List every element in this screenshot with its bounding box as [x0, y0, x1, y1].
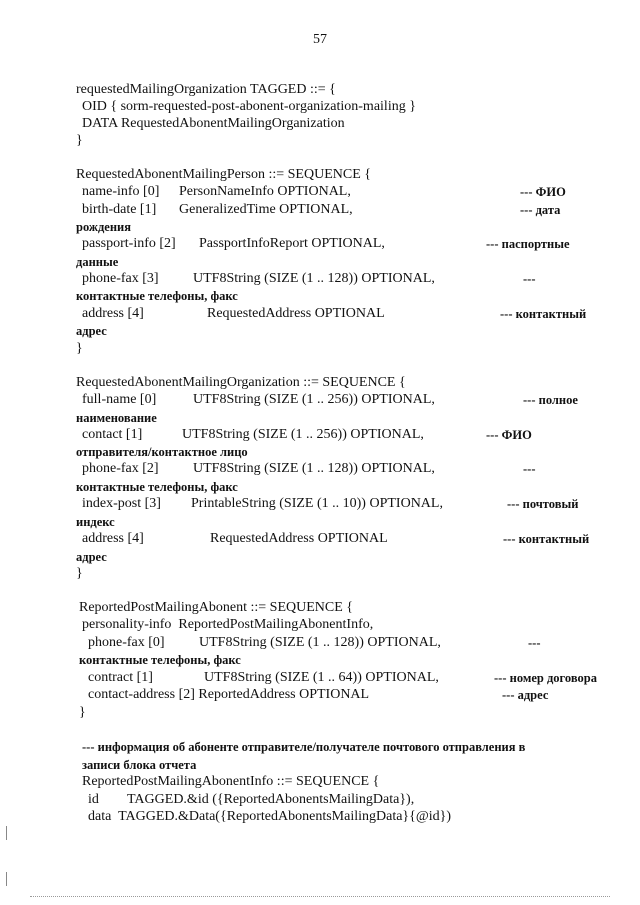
- comment-text: ---: [523, 272, 536, 286]
- code-text: contact [1]: [82, 427, 143, 442]
- code-text: id: [88, 792, 99, 807]
- code-text: address [4]: [82, 531, 144, 546]
- comment-text: данные: [76, 255, 119, 269]
- code-text: passport-info [2]: [82, 236, 176, 251]
- code-text: ReportedPostMailingAbonentInfo ::= SEQUENCE {: [82, 774, 380, 789]
- code-text: DATA RequestedAbonentMailingOrganization: [82, 116, 345, 131]
- page-number: 57: [313, 32, 327, 47]
- code-text: contact-address [2] ReportedAddress OPTIONAL: [88, 687, 370, 702]
- code-text: phone-fax [0]: [88, 635, 165, 650]
- code-text: contract [1]: [88, 670, 153, 685]
- comment-text: отправителя/контактное лицо: [76, 445, 248, 459]
- comment-text: контактные телефоны, факс: [79, 653, 241, 667]
- comment-text: --- ФИО: [486, 428, 532, 442]
- code-text: OID { sorm-requested-post-abonent-organization-mailing }: [82, 99, 416, 114]
- code-text: PersonNameInfo OPTIONAL,: [179, 184, 351, 199]
- margin-mark: [6, 872, 7, 886]
- code-text: }: [76, 133, 83, 148]
- code-text: }: [79, 705, 86, 720]
- code-text: full-name [0]: [82, 392, 157, 407]
- page-bottom-edge: [30, 896, 610, 897]
- code-text: UTF8String (SIZE (1 .. 128)) OPTIONAL,: [193, 271, 435, 286]
- code-text: data TAGGED.&Data({ReportedAbonentsMailingData}{@id}): [88, 809, 452, 824]
- margin-mark: [6, 826, 7, 840]
- comment-text: --- контактный: [503, 532, 590, 546]
- code-text: name-info [0]: [82, 184, 160, 199]
- comment-text: --- контактный: [500, 307, 587, 321]
- comment-text: --- дата: [520, 203, 561, 217]
- comment-text: индекс: [76, 515, 115, 529]
- comment-text: адрес: [76, 550, 107, 564]
- code-text: RequestedAbonentMailingOrganization ::= SEQUENCE {: [76, 375, 406, 390]
- comment-text: рождения: [76, 220, 131, 234]
- code-text: UTF8String (SIZE (1 .. 128)) OPTIONAL,: [199, 635, 441, 650]
- code-text: RequestedAddress OPTIONAL: [207, 306, 385, 321]
- code-text: }: [76, 341, 83, 356]
- code-text: UTF8String (SIZE (1 .. 256)) OPTIONAL,: [193, 392, 435, 407]
- comment-text: наименование: [76, 411, 157, 425]
- comment-text: --- адрес: [502, 688, 549, 702]
- comment-text: --- полное: [523, 393, 578, 407]
- code-text: UTF8String (SIZE (1 .. 128)) OPTIONAL,: [193, 461, 435, 476]
- code-text: personality-info ReportedPostMailingAbonentInfo,: [82, 617, 374, 632]
- code-text: phone-fax [3]: [82, 271, 159, 286]
- code-text: ReportedPostMailingAbonent ::= SEQUENCE {: [79, 600, 353, 615]
- code-text: RequestedAddress OPTIONAL: [210, 531, 388, 546]
- comment-text: адрес: [76, 324, 107, 338]
- code-text: birth-date [1]: [82, 202, 157, 217]
- comment-text: контактные телефоны, факс: [76, 289, 238, 303]
- code-text: TAGGED.&id ({ReportedAbonentsMailingData}),: [127, 792, 415, 807]
- comment-text: --- информация об абоненте отправителе/получателе почтового отправления в: [82, 740, 526, 754]
- code-text: index-post [3]: [82, 496, 161, 511]
- comment-text: --- паспортные: [486, 237, 570, 251]
- code-text: PrintableString (SIZE (1 .. 10)) OPTIONAL,: [191, 496, 443, 511]
- code-text: RequestedAbonentMailingPerson ::= SEQUENCE {: [76, 167, 371, 182]
- code-text: address [4]: [82, 306, 144, 321]
- code-text: phone-fax [2]: [82, 461, 159, 476]
- comment-text: --- номер договора: [494, 671, 597, 685]
- code-text: GeneralizedTime OPTIONAL,: [179, 202, 353, 217]
- comment-text: --- почтовый: [507, 497, 579, 511]
- code-text: PassportInfoReport OPTIONAL,: [199, 236, 385, 251]
- code-text: UTF8String (SIZE (1 .. 256)) OPTIONAL,: [182, 427, 424, 442]
- comment-text: ---: [523, 462, 536, 476]
- code-text: }: [76, 566, 83, 581]
- comment-text: ---: [528, 636, 541, 650]
- comment-text: --- ФИО: [520, 185, 566, 199]
- comment-text: контактные телефоны, факс: [76, 480, 238, 494]
- comment-text: записи блока отчета: [82, 758, 197, 772]
- code-text: requestedMailingOrganization TAGGED ::= {: [76, 82, 336, 97]
- code-text: UTF8String (SIZE (1 .. 64)) OPTIONAL,: [204, 670, 439, 685]
